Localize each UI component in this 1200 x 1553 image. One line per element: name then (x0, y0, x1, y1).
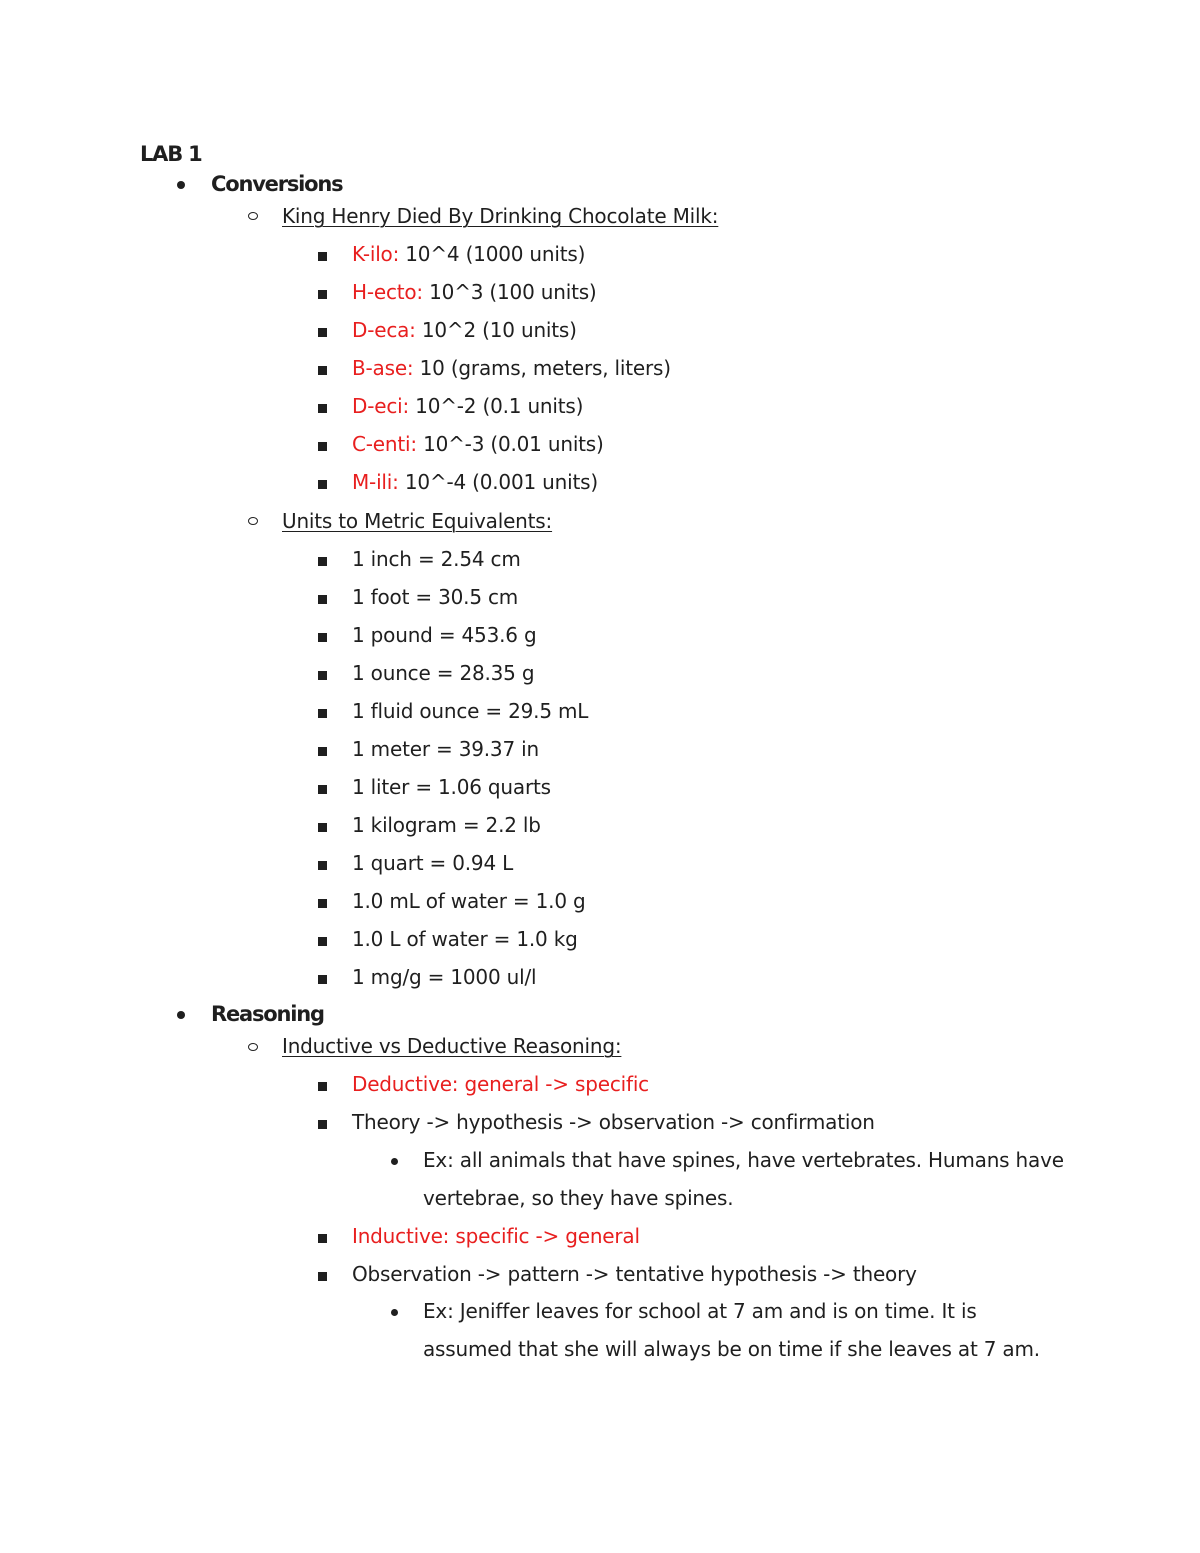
bullet-square-icon (318, 899, 327, 908)
list-item: 1 inch = 2.54 cm (352, 547, 521, 571)
prefix-value: 10^2 (10 units) (415, 318, 577, 342)
list-item: 1.0 L of water = 1.0 kg (352, 927, 578, 951)
list-item: 1.0 mL of water = 1.0 g (352, 889, 586, 913)
bullet-square-icon (318, 290, 327, 299)
prefix-value: 10^3 (100 units) (422, 280, 597, 304)
prefix-label: D-eca: (352, 318, 416, 342)
list-item (352, 469, 598, 495)
bullet-square-icon (318, 633, 327, 642)
bullet-square-icon (318, 404, 327, 413)
list-item: Observation -> pattern -> tentative hypothesis -> theory (352, 1262, 917, 1286)
list-item (352, 431, 604, 457)
bullet-dot-icon (391, 1309, 398, 1316)
bullet-square-icon (318, 1120, 327, 1129)
list-item (352, 355, 671, 381)
bullet-square-icon (318, 1272, 327, 1281)
bullet-square-icon (318, 861, 327, 870)
bullet-square-icon (318, 252, 327, 261)
bullet-square-icon (318, 785, 327, 794)
subsection-heading-units: Units to Metric Equivalents: (282, 509, 553, 533)
bullet-dot-icon (177, 181, 185, 189)
example-line: Ex: all animals that have spines, have vertebrates. Humans have (423, 1148, 1064, 1172)
list-item (352, 279, 597, 305)
example-line: Ex: Jeniffer leaves for school at 7 am and is on time. It is (423, 1299, 977, 1323)
bullet-square-icon (318, 1234, 327, 1243)
list-item: 1 liter = 1.06 quarts (352, 775, 551, 799)
list-item: 1 mg/g = 1000 ul/l (352, 965, 537, 989)
bullet-square-icon (318, 671, 327, 680)
bullet-square-icon (318, 557, 327, 566)
list-item-deductive: Deductive: general -> specific (352, 1072, 649, 1096)
prefix-value: 10^4 (1000 units) (399, 242, 586, 266)
list-item: 1 meter = 39.37 in (352, 737, 539, 761)
bullet-square-icon (318, 1082, 327, 1091)
bullet-circle-icon (248, 517, 258, 525)
bullet-circle-icon (248, 212, 258, 220)
bullet-square-icon (318, 480, 327, 489)
list-item: 1 pound = 453.6 g (352, 623, 537, 647)
subsection-heading-reasoning: Inductive vs Deductive Reasoning: (282, 1034, 622, 1058)
list-item-inductive: Inductive: specific -> general (352, 1224, 640, 1248)
bullet-square-icon (318, 442, 327, 451)
bullet-square-icon (318, 328, 327, 337)
bullet-dot-icon (391, 1158, 398, 1165)
example-line: assumed that she will always be on time if she leaves at 7 am. (423, 1337, 1040, 1361)
prefix-label: B-ase: (352, 356, 414, 380)
prefix-value: 10 (grams, meters, liters) (413, 356, 671, 380)
bullet-square-icon (318, 823, 327, 832)
list-item: 1 ounce = 28.35 g (352, 661, 535, 685)
list-item: 1 kilogram = 2.2 lb (352, 813, 541, 837)
prefix-value: 10^-4 (0.001 units) (398, 470, 598, 494)
prefix-label: K-ilo: (352, 242, 400, 266)
section-heading-reasoning: Reasoning (211, 1002, 324, 1026)
prefix-value: 10^-3 (0.01 units) (416, 432, 604, 456)
list-item: 1 quart = 0.94 L (352, 851, 514, 875)
example-line: vertebrae, so they have spines. (423, 1186, 734, 1210)
prefix-value: 10^-2 (0.1 units) (409, 394, 584, 418)
prefix-label: D-eci: (352, 394, 410, 418)
bullet-square-icon (318, 747, 327, 756)
list-item: Theory -> hypothesis -> observation -> confirmation (352, 1110, 875, 1134)
bullet-square-icon (318, 937, 327, 946)
page-title: LAB 1 (140, 142, 202, 166)
list-item (352, 241, 585, 267)
list-item (352, 393, 583, 419)
list-item: 1 fluid ounce = 29.5 mL (352, 699, 589, 723)
prefix-label: H-ecto: (352, 280, 423, 304)
bullet-square-icon (318, 595, 327, 604)
bullet-circle-icon (248, 1043, 258, 1051)
bullet-square-icon (318, 366, 327, 375)
list-item: 1 foot = 30.5 cm (352, 585, 519, 609)
bullet-square-icon (318, 975, 327, 984)
section-heading-conversions: Conversions (211, 172, 343, 196)
list-item (352, 317, 577, 343)
prefix-label: C-enti: (352, 432, 417, 456)
prefix-label: M-ili: (352, 470, 399, 494)
subsection-heading-king-henry: King Henry Died By Drinking Chocolate Milk: (282, 204, 719, 228)
bullet-square-icon (318, 709, 327, 718)
bullet-dot-icon (177, 1011, 185, 1019)
